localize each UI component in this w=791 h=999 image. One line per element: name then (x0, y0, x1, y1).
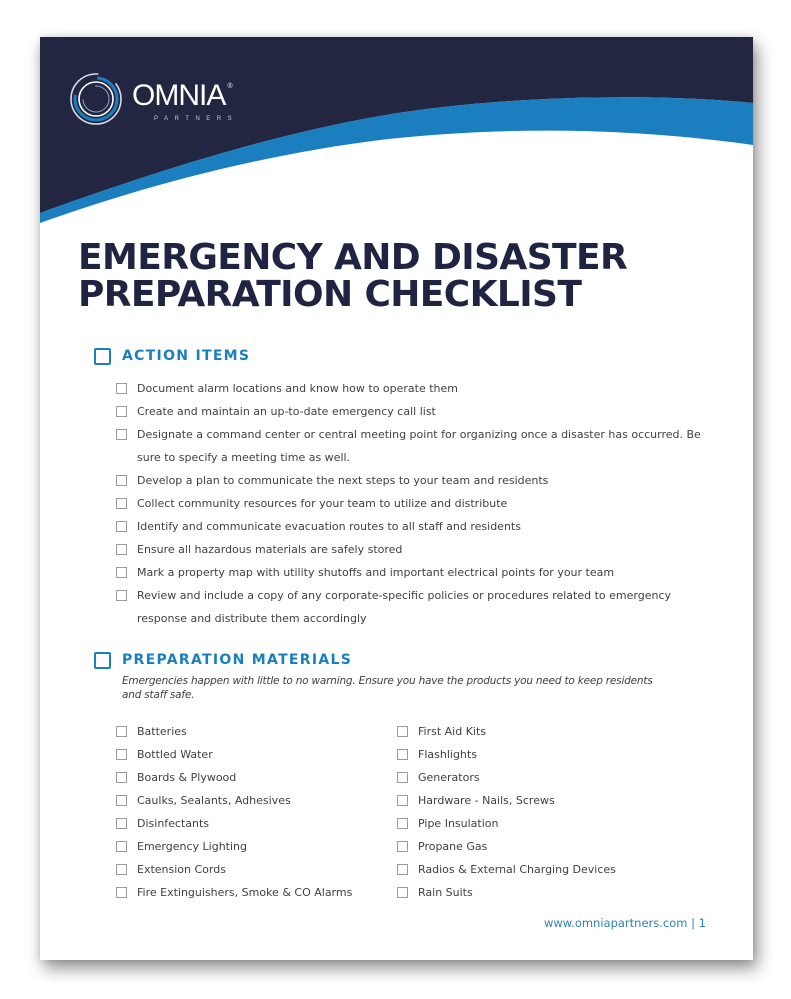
item-text: Create and maintain an up-to-date emergency call list (137, 405, 436, 418)
omnia-partners-logo (68, 71, 268, 131)
list-item (397, 789, 697, 812)
list-item (397, 858, 697, 881)
list-item (116, 835, 386, 858)
checkbox[interactable] (116, 567, 127, 578)
page-title (78, 239, 627, 313)
list-item (116, 400, 746, 423)
list-item (397, 720, 697, 743)
logo-tagline: PARTNERS (154, 116, 239, 122)
item-text: Bottled Water (137, 748, 213, 761)
section-title-action-items: ACTION ITEMS (122, 348, 251, 364)
checkbox[interactable] (116, 749, 127, 760)
item-text: Boards & Plywood (137, 771, 237, 784)
checkbox[interactable] (116, 818, 127, 829)
list-item (116, 469, 746, 492)
checkbox[interactable] (397, 887, 408, 898)
list-item (397, 881, 697, 904)
checkbox[interactable] (116, 772, 127, 783)
title-line-2: PREPARATION CHECKLIST (78, 274, 582, 315)
item-text: Radios & External Charging Devices (418, 863, 616, 876)
item-text: Hardware - Nails, Screws (418, 794, 555, 807)
list-item (397, 766, 697, 789)
checkbox[interactable] (397, 726, 408, 737)
checkbox[interactable] (116, 795, 127, 806)
checkbox[interactable] (397, 795, 408, 806)
intro-line-1: Emergencies happen with little to no warning. Ensure you have the products you need to keep residents (122, 675, 653, 687)
list-item (116, 720, 386, 743)
checkbox[interactable] (116, 383, 127, 394)
list-item (397, 835, 697, 858)
title-line-1: EMERGENCY AND DISASTER (78, 237, 628, 278)
list-item (116, 561, 746, 584)
checkbox[interactable] (397, 749, 408, 760)
action-items-list (116, 377, 746, 630)
list-item (116, 812, 386, 835)
checkbox[interactable] (116, 475, 127, 486)
checkbox[interactable] (397, 772, 408, 783)
website-link[interactable]: www.omniapartners.com (544, 916, 688, 930)
checkbox[interactable] (116, 498, 127, 509)
list-item (116, 538, 746, 561)
list-item (397, 743, 697, 766)
item-text: Flashlights (418, 748, 477, 761)
list-item (116, 858, 386, 881)
logo-wordline (132, 79, 233, 113)
item-text: First Aid Kits (418, 725, 487, 738)
checkbox[interactable] (116, 726, 127, 737)
registered-mark: ® (227, 83, 233, 90)
checkbox[interactable] (116, 887, 127, 898)
section-title-preparation-materials: PREPARATION MATERIALS (122, 652, 353, 668)
item-text: Rain Suits (418, 886, 473, 899)
list-item (116, 492, 746, 515)
item-text: Caulks, Sealants, Adhesives (137, 794, 291, 807)
item-text: Disinfectants (137, 817, 210, 830)
header-banner (40, 37, 753, 237)
concentric-rings-logo-icon (68, 71, 124, 127)
list-item (116, 515, 746, 538)
checkbox[interactable] (397, 818, 408, 829)
checkbox[interactable] (116, 521, 127, 532)
page-number: 1 (698, 916, 706, 930)
footer-separator: | (691, 916, 696, 930)
item-text: Develop a plan to communicate the next steps to your team and residents (137, 474, 549, 487)
item-text: Document alarm locations and know how to operate them (137, 382, 459, 395)
list-item (116, 423, 746, 469)
logo-wordmark: OMNIA (132, 79, 226, 112)
list-item (116, 766, 386, 789)
item-text-continued: response and distribute them accordingly (137, 612, 367, 625)
section-checkbox-action-items[interactable] (94, 348, 111, 365)
list-item (116, 743, 386, 766)
intro-line-2: and staff safe. (122, 689, 195, 701)
section-checkbox-preparation-materials[interactable] (94, 652, 111, 669)
materials-list-left (116, 720, 386, 904)
preparation-intro (122, 674, 742, 702)
item-text: Designate a command center or central meeting point for organizing once a disaster has occurred. Be (137, 428, 701, 441)
list-item (116, 881, 386, 904)
checkbox[interactable] (116, 406, 127, 417)
item-text: Pipe Insulation (418, 817, 499, 830)
item-text: Ensure all hazardous materials are safely stored (137, 543, 403, 556)
item-text: Propane Gas (418, 840, 488, 853)
checkbox[interactable] (116, 429, 127, 440)
item-text: Review and include a copy of any corporate-specific policies or procedures related to emergency (137, 589, 672, 602)
section-heading-action-items (94, 346, 250, 366)
item-text: Identify and communicate evacuation routes to all staff and residents (137, 520, 521, 533)
checklist-page (40, 37, 753, 960)
checkbox[interactable] (397, 841, 408, 852)
section-heading-preparation-materials (94, 650, 352, 670)
item-text: Mark a property map with utility shutoffs and important electrical points for your team (137, 566, 615, 579)
checkbox[interactable] (116, 841, 127, 852)
list-item (397, 812, 697, 835)
list-item (116, 584, 746, 630)
checkbox[interactable] (116, 590, 127, 601)
list-item (116, 789, 386, 812)
item-text: Fire Extinguishers, Smoke & CO Alarms (137, 886, 353, 899)
item-text: Collect community resources for your team to utilize and distribute (137, 497, 508, 510)
item-text: Emergency Lighting (137, 840, 247, 853)
materials-list-right (397, 720, 697, 904)
item-text: Generators (418, 771, 480, 784)
item-text-continued: sure to specify a meeting time as well. (137, 451, 351, 464)
checkbox[interactable] (116, 864, 127, 875)
page-footer (544, 916, 706, 930)
checkbox[interactable] (116, 544, 127, 555)
item-text: Batteries (137, 725, 187, 738)
checkbox[interactable] (397, 864, 408, 875)
list-item (116, 377, 746, 400)
item-text: Extension Cords (137, 863, 226, 876)
